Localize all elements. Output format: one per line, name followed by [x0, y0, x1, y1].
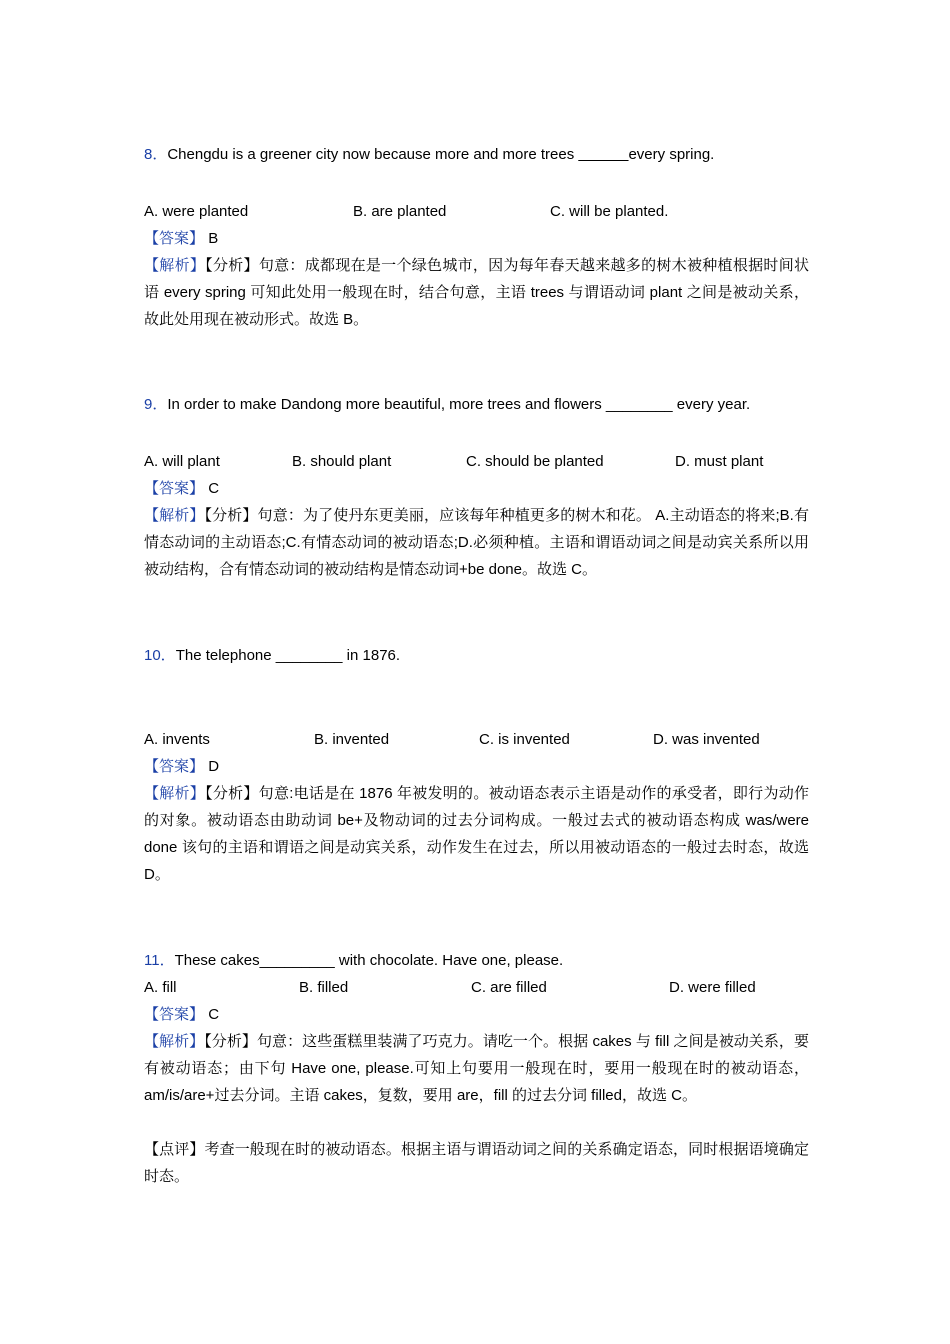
analysis-text: 【分析】句意：为了使丹东更美丽，应该每年种植更多的树木和花。 A.主动语态的将来;B.有情态动词的主动语态;C.有情态动词的被动语态;D.必须种植。主语和谓语动词之间是动宾关系所以用被动结构，合有情态动词的被动结构是情态动词+be done。故选 C。 — [144, 507, 809, 578]
stem-text: The telephone ________ in 1876. — [175, 647, 401, 664]
question-number: 9． — [144, 396, 168, 413]
comment-paragraph: 【点评】考查一般现在时的被动语态。根据主语与谓语动词之间的关系确定语态，同时根据语境确定时态。 — [144, 1141, 809, 1185]
analysis-label: 【解析】 — [144, 785, 206, 802]
analysis-paragraph — [144, 1028, 809, 1109]
analysis-paragraph — [144, 502, 809, 583]
stem-text: Chengdu is a greener city now because more and more trees — [167, 146, 579, 163]
option-c: C. is invented — [479, 731, 570, 748]
option-b: B. are planted — [353, 203, 447, 220]
option-d: D. must plant — [675, 453, 764, 470]
answer-label: 【答案】 — [144, 1006, 205, 1023]
question-11-stem — [144, 951, 563, 971]
question-9-stem — [144, 395, 750, 415]
option-c: C. will be planted. — [550, 203, 669, 220]
answer-line — [144, 757, 219, 777]
option-d: D. was invented — [653, 731, 760, 748]
analysis-label: 【解析】 — [144, 507, 205, 524]
answer-blank: ______ — [578, 146, 629, 163]
analysis-text: 【分析】句意:电话是在 1876 年被发明的。被动语态表示主语是动作的承受者，即行为动作的对象。被动语态由助动词 be+及物动词的过去分词构成。一般过去式的被动语态构成 was/were done 该句的主语和谓语之间是动宾关系，动作发生在过去，所以用被动语态的一般过去时态，故选 D。 — [144, 785, 809, 883]
analysis-label: 【解析】 — [144, 1033, 205, 1050]
option-b: B. invented — [314, 731, 390, 748]
stem-text: every spring. — [628, 146, 715, 163]
answer-line — [144, 479, 219, 499]
analysis-text: 【分析】句意：这些蛋糕里装满了巧克力。请吃一个。根据 cakes 与 fill 之间是被动关系，要有被动语态；由下句 Have one, please.可知上句要用一般现在时，要用一般现在时的被动语态，am/is/are+过去分词。主语 cakes，复数，要用 are，fill 的过去分词 filled，故选 C。 — [144, 1033, 809, 1104]
question-10-stem — [144, 646, 400, 666]
analysis-label: 【解析】 — [144, 257, 206, 274]
answer-value: C — [208, 480, 220, 497]
option-a: A. will plant — [144, 453, 220, 470]
option-a: A. fill — [144, 979, 177, 996]
analysis-text: 【分析】句意：成都现在是一个绿色城市，因为每年春天越来越多的树木被种植根据时间状语 every spring 可知此处用一般现在时，结合句意，主语 trees 与谓语动词 plant 之间是被动关系，故此处用现在被动形式。故选 B。 — [144, 257, 809, 328]
option-d: D. were filled — [669, 979, 756, 996]
answer-value: D — [208, 758, 220, 775]
answer-line — [144, 229, 218, 249]
option-a: A. invents — [144, 731, 210, 748]
analysis-paragraph — [144, 252, 809, 333]
stem-text: In order to make Dandong more beautiful, more trees and flowers ________ every year. — [167, 396, 751, 413]
answer-value: B — [208, 230, 219, 247]
question-number: 10． — [144, 647, 176, 664]
answer-label: 【答案】 — [144, 758, 205, 775]
stem-text: These cakes_________ with chocolate. Have one, please. — [174, 952, 564, 969]
option-a: A. were planted — [144, 203, 249, 220]
option-b: B. should plant — [292, 453, 392, 470]
option-c: C. should be planted — [466, 453, 604, 470]
answer-line — [144, 1005, 219, 1025]
answer-label: 【答案】 — [144, 230, 205, 247]
option-b: B. filled — [299, 979, 349, 996]
question-8-stem — [144, 145, 714, 165]
analysis-paragraph — [144, 780, 809, 888]
question-number: 11． — [144, 952, 175, 969]
question-number: 8． — [144, 146, 168, 163]
answer-value: C — [208, 1006, 220, 1023]
answer-label: 【答案】 — [144, 480, 205, 497]
option-c: C. are filled — [471, 979, 547, 996]
